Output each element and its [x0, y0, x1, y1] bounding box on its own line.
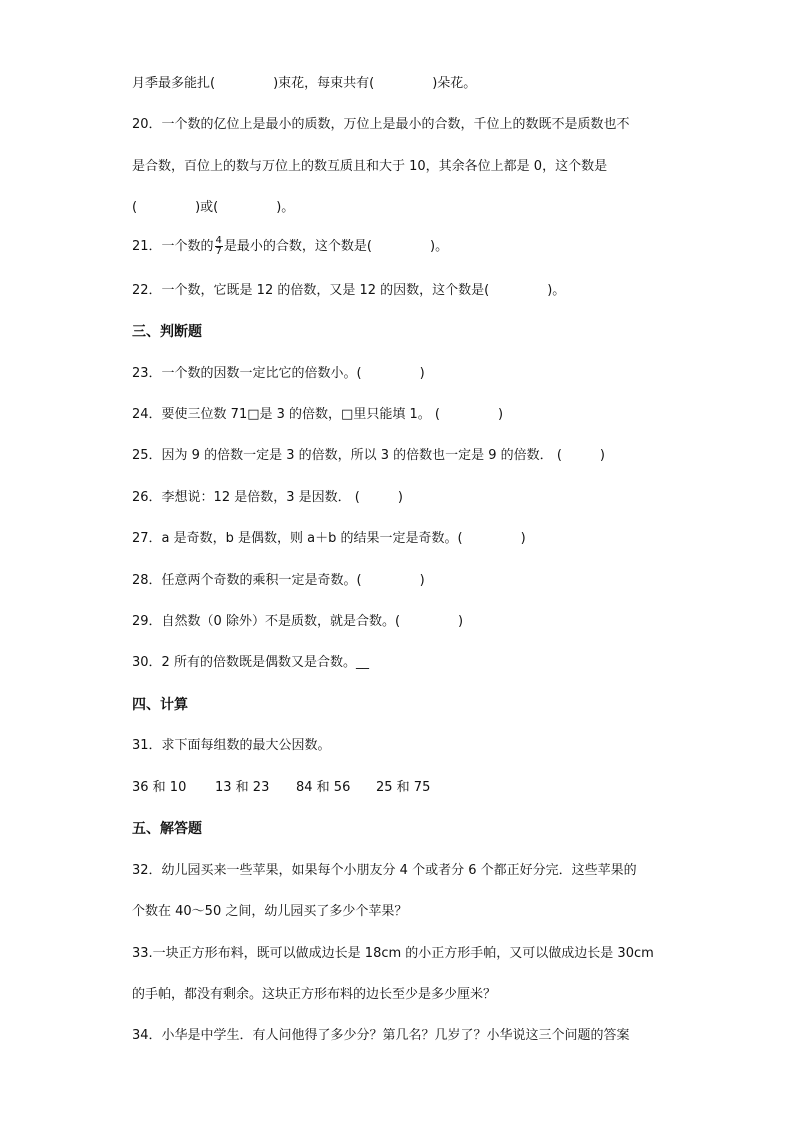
gcd-group: 84 和 56	[296, 780, 351, 795]
section-heading-4: 四、计算	[132, 697, 188, 713]
q30-text: 30．2 所有的倍数既是偶数又是合数。__	[132, 655, 369, 670]
section-heading-5: 五、解答题	[132, 821, 202, 837]
q26	[132, 488, 403, 508]
q20-line3	[132, 198, 294, 218]
q19-tail	[132, 74, 476, 94]
q28	[132, 571, 425, 591]
q20-paren-close: )。	[276, 200, 295, 215]
q25	[132, 446, 605, 466]
fraction-numerator: 4	[215, 235, 222, 246]
q32-line1: 32．幼儿园买来一些苹果，如果每个小朋友分 4 个或者分 6 个都正好分完．这些苹果的	[132, 863, 637, 878]
q20-or: )或(	[195, 200, 219, 215]
gcd-group: 36 和 10	[132, 780, 187, 795]
q27	[132, 529, 526, 549]
q29-paren-close: )	[458, 614, 464, 629]
fraction-denominator: 7	[215, 246, 222, 257]
gcd-group: 25 和 75	[376, 780, 431, 795]
q31: 31．求下面每组数的最大公因数。	[132, 738, 331, 753]
q25-paren-close: )	[599, 448, 605, 463]
q27-paren-close: )	[520, 531, 526, 546]
gcd-group: 13 和 23	[215, 780, 270, 795]
q24	[132, 405, 503, 425]
q34-line1: 34．小华是中学生．有人问他得了多少分？第几名？几岁了？小华说这三个问题的答案	[132, 1028, 630, 1043]
q19-text-b: )束花，每束共有(	[273, 76, 375, 91]
section-heading-3: 三、判断题	[132, 324, 202, 340]
fraction	[215, 236, 223, 257]
q21-text-b: 是最小的合数，这个数是(	[223, 239, 372, 254]
q26-paren-close: )	[397, 490, 403, 505]
q30	[132, 653, 369, 673]
q20-line1: 20．一个数的亿位上是最小的质数，万位上是最小的合数，千位上的数既不是质数也不	[132, 117, 630, 132]
q23-text: 23．一个数的因数一定比它的倍数小。(	[132, 366, 362, 381]
q21-text-c: )。	[430, 239, 449, 254]
q22-text-a: 22．一个数，它既是 12 的倍数，又是 12 的因数，这个数是(	[132, 283, 490, 298]
q24-paren-close: )	[497, 407, 504, 422]
q21	[132, 236, 448, 257]
q22-text-b: )。	[547, 283, 566, 298]
q24-text: 24．要使三位数 71□是 3 的倍数，□里只能填 1。 (	[132, 407, 440, 422]
q19-text-a: 月季最多能扎(	[132, 76, 216, 91]
q19-text-c: )朵花。	[432, 76, 477, 91]
q32-line2: 个数在 40～50 之间，幼儿园买了多少个苹果？	[132, 904, 408, 919]
q27-text: 27．a 是奇数，b 是偶数，则 a＋b 的结果一定是奇数。(	[132, 531, 463, 546]
q22	[132, 281, 565, 301]
q20-paren-open: (	[132, 200, 138, 215]
q20-line2: 是合数，百位上的数与万位上的数互质且和大于 10，其余各位上都是 0，这个数是	[132, 159, 608, 174]
q23-paren-close: )	[419, 366, 425, 381]
q25-text: 25．因为 9 的倍数一定是 3 的倍数，所以 3 的倍数也一定是 9 的倍数． (	[132, 448, 562, 463]
q23	[132, 364, 425, 384]
q29	[132, 612, 463, 632]
q29-text: 29．自然数（0 除外）不是质数，就是合数。(	[132, 614, 401, 629]
q26-text: 26．李想说：12 是倍数，3 是因数． (	[132, 490, 360, 505]
q28-text: 28．任意两个奇数的乘积一定是奇数。(	[132, 573, 362, 588]
q28-paren-close: )	[419, 573, 425, 588]
q33-line1: 33.一块正方形布料，既可以做成边长是 18cm 的小正方形手帕，又可以做成边长是 30cm	[132, 946, 654, 961]
q31-groups	[132, 778, 430, 798]
q33-line2: 的手帕，都没有剩余。这块正方形布料的边长至少是多少厘米？	[132, 987, 497, 1002]
q21-text-a: 21．一个数的	[132, 239, 214, 254]
